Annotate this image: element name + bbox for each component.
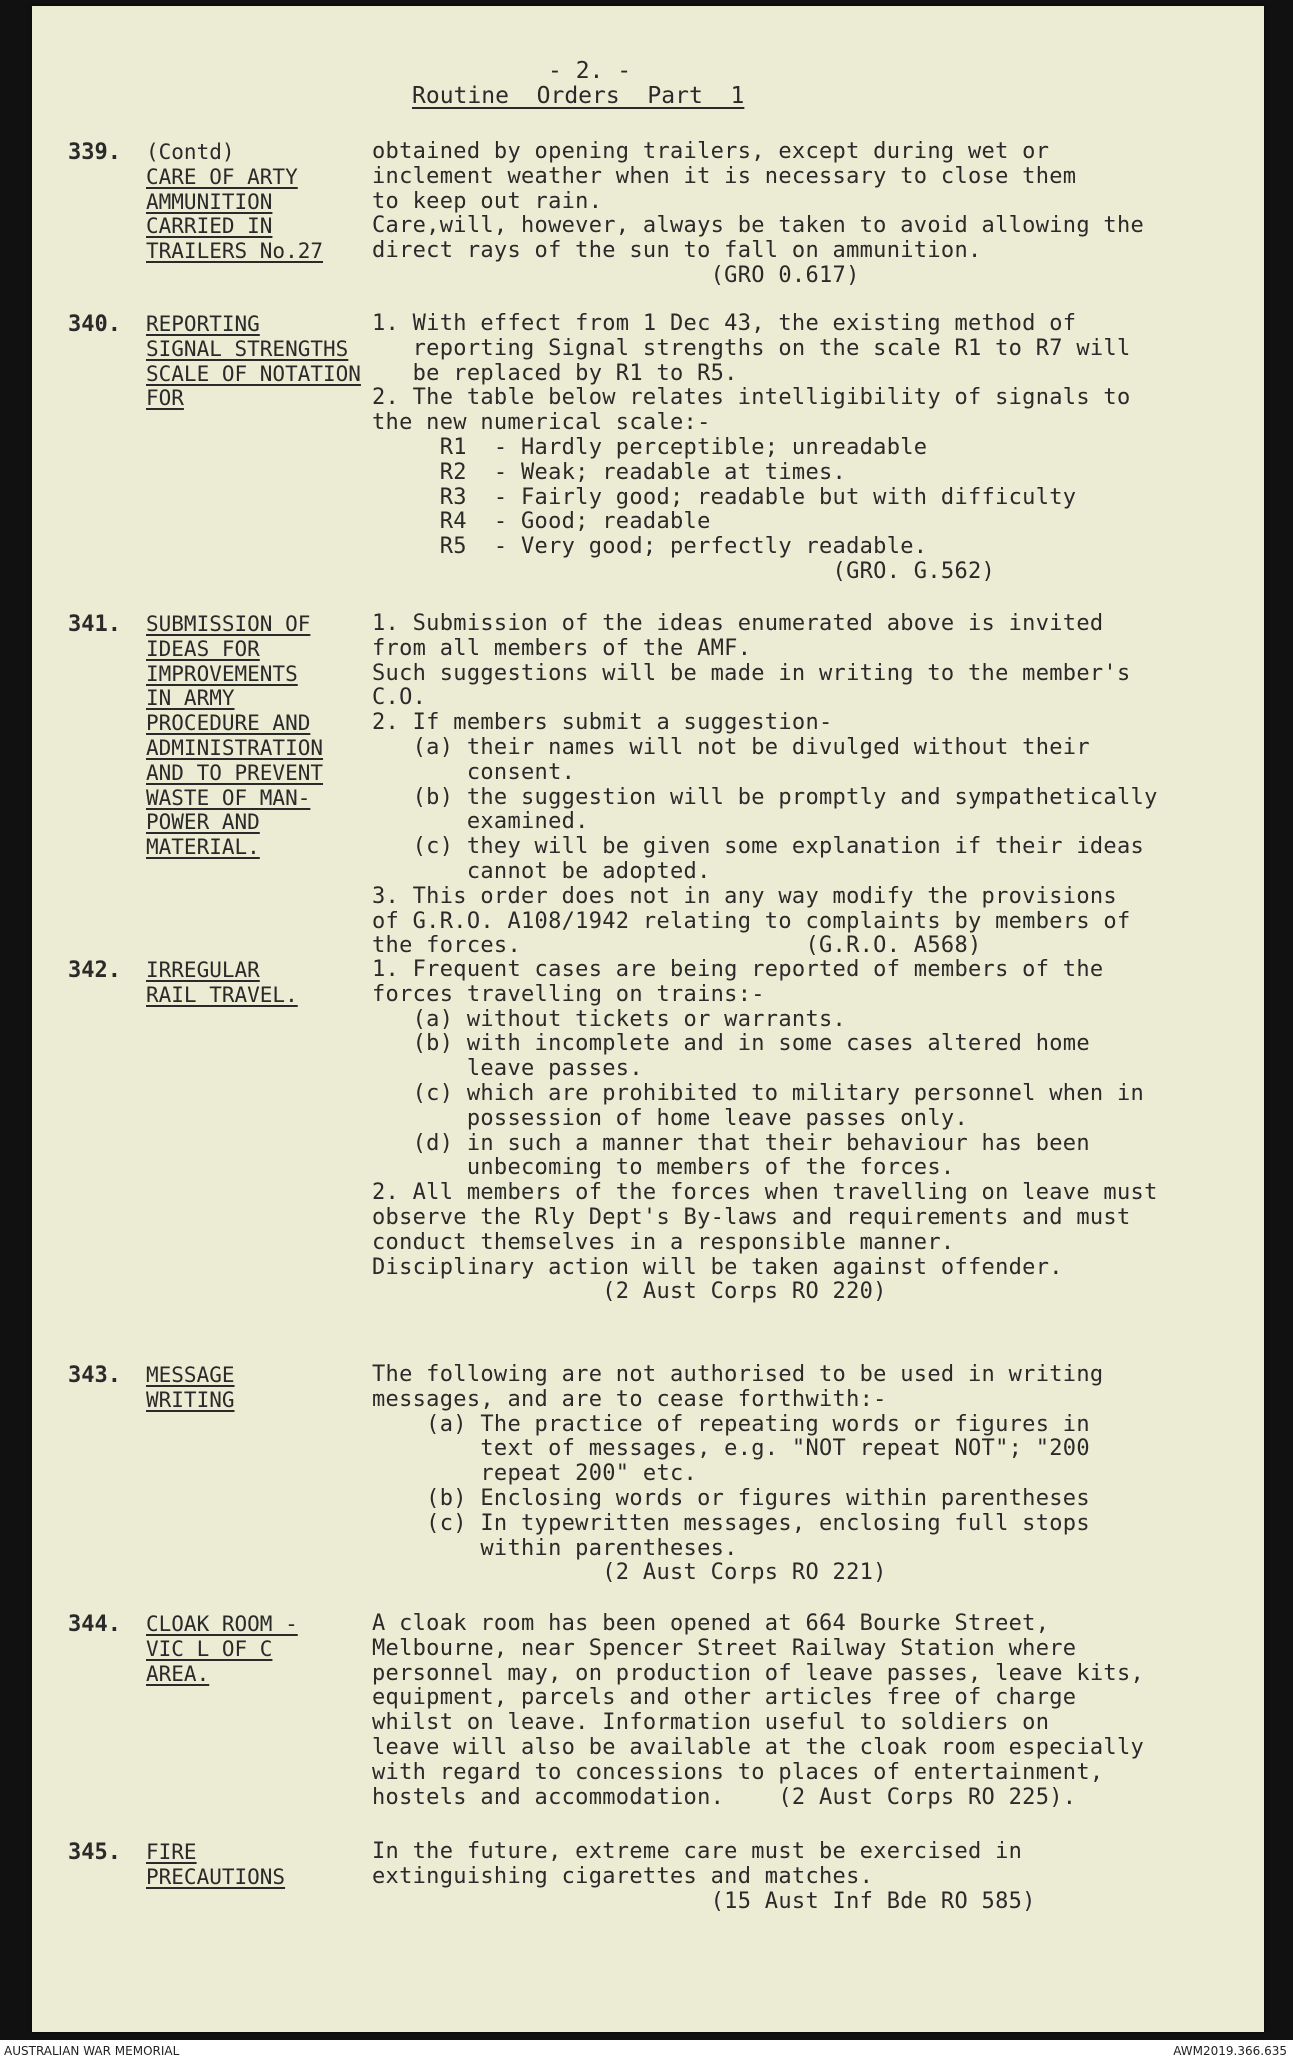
order-text-line: (a) without tickets or warrants. (372, 1006, 847, 1032)
order-text-line: 2. All members of the forces when travelling on leave must (372, 1180, 1158, 1206)
order-subject-line: REPORTING (146, 312, 260, 336)
order-text-line: the new numerical scale:- (372, 410, 711, 436)
order-text-line: from all members of the AMF. (372, 635, 752, 661)
footer-bar (0, 2040, 1293, 2061)
order-text-line: whilst on leave. Information useful to soldiers on (372, 1710, 1050, 1736)
order-text-line: of G.R.O. A108/1942 relating to complaints by members of (372, 908, 1131, 934)
order-text-line: to keep out rain. (372, 188, 603, 214)
order-text-line: In the future, extreme care must be exercised in (372, 1839, 1023, 1864)
order-text-line: R4 - Good; readable (372, 509, 711, 535)
order-number: 343. (68, 1363, 121, 1388)
order-subject-line: FIRE (146, 1840, 197, 1864)
order-text-line: (GRO 0.617) (372, 263, 860, 288)
order-number: 341. (68, 612, 121, 637)
order-text-line: forces travelling on trains:- (372, 981, 765, 1007)
order-subject-line: RAIL TRAVEL. (146, 982, 298, 1007)
order-subject-line: PROCEDURE AND (146, 711, 311, 736)
order-text-line: text of messages, e.g. "NOT repeat NOT"; "200 (372, 1436, 1090, 1462)
order-subject-line: IMPROVEMENTS (146, 661, 298, 686)
order-text-line: Care,will, however, always be taken to avoid allowing the (372, 213, 1145, 239)
order-subject-line: PRECAUTIONS (146, 1864, 286, 1889)
order-text-line: the forces. (G.R.O. A568) (372, 933, 982, 959)
page-number: - 2. - (548, 58, 632, 84)
order-text-line: possession of home leave passes only. (372, 1105, 968, 1131)
order-subject-line: IRREGULAR (146, 958, 260, 982)
order-text-line: 3. This order does not in any way modify the provisions (372, 883, 1117, 909)
order-text-line: (a) their names will not be divulged without their (372, 735, 1090, 760)
order-text-line: leave will also be available at the cloak room especially (372, 1735, 1145, 1760)
footer-credit: AUSTRALIAN WAR MEMORIAL (4, 2044, 180, 2058)
order-text-line: examined. (372, 809, 589, 835)
order-subject-line: CLOAK ROOM - (146, 1612, 298, 1636)
order-text-line: C.O. (372, 685, 427, 711)
order-text-line: reporting Signal strengths on the scale R1 to R7 will (372, 335, 1131, 361)
order-subject-line: TRAILERS No.27 (146, 239, 324, 264)
order-text-line: within parentheses. (372, 1535, 738, 1561)
order-number: 345. (68, 1840, 121, 1865)
order-text-line: conduct themselves in a responsible manner. (372, 1229, 955, 1255)
order-text-line: personnel may, on production of leave passes, leave kits, (372, 1660, 1145, 1686)
order-text-line: R3 - Fairly good; readable but with difficulty (372, 484, 1077, 510)
order-subject-line: FOR (146, 386, 184, 411)
order-subject-line: IN ARMY (146, 686, 235, 711)
order-number: 339. (68, 140, 121, 165)
order-text-line: extinguishing cigarettes and matches. (372, 1863, 874, 1889)
order-subject-line: AREA. (146, 1661, 210, 1686)
order-subject-line: POWER AND (146, 810, 260, 835)
order-text-line: cannot be adopted. (372, 859, 711, 884)
order-subject-line: CARRIED IN (146, 214, 273, 239)
order-text-line: R1 - Hardly perceptible; unreadable (372, 435, 928, 460)
order-text-line: (b) the suggestion will be promptly and sympathetically (372, 784, 1158, 810)
order-text-line: direct rays of the sun to fall on ammunition. (372, 238, 982, 264)
order-subject-line: MESSAGE (146, 1363, 235, 1387)
order-subject-line: IDEAS FOR (146, 636, 260, 661)
order-text-line: messages, and are to cease forthwith:- (372, 1386, 887, 1412)
order-text-line: (15 Aust Inf Bde RO 585) (372, 1888, 1036, 1914)
order-subject-line: (Contd) (146, 140, 235, 164)
order-text-line: repeat 200" etc. (372, 1461, 698, 1487)
order-text-line: 1. Frequent cases are being reported of members of the (372, 957, 1104, 982)
footer-accession-number: AWM2019.366.635 (1173, 2044, 1287, 2058)
order-subject-line: AND TO PREVENT (146, 760, 324, 785)
order-text-line: 2. If members submit a suggestion- (372, 710, 833, 736)
order-text-line: observe the Rly Dept's By-laws and requirements and must (372, 1205, 1131, 1230)
order-text-line: (c) In typewritten messages, enclosing full stops (372, 1510, 1090, 1536)
order-text-line: hostels and accommodation. (2 Aust Corps RO 225). (372, 1784, 1077, 1810)
order-subject-line: VIC L OF C (146, 1636, 273, 1661)
order-text-line: (2 Aust Corps RO 220) (372, 1279, 887, 1305)
order-subject-line: WASTE OF MAN- (146, 785, 311, 810)
order-subject-line: SUBMISSION OF (146, 612, 311, 636)
order-text-line: be replaced by R1 to R5. (372, 360, 738, 386)
order-text-line: Disciplinary action will be taken against offender. (372, 1254, 1063, 1280)
order-text-line: Melbourne, near Spencer Street Railway Station where (372, 1635, 1077, 1661)
order-number: 344. (68, 1612, 121, 1637)
order-text-line: (b) Enclosing words or figures within parentheses (372, 1486, 1090, 1511)
order-text-line: (c) they will be given some explanation if their ideas (372, 834, 1145, 860)
order-text-line: (b) with incomplete and in some cases altered home (372, 1031, 1090, 1057)
order-subject-line: ADMINISTRATION (146, 736, 324, 760)
order-text-line: equipment, parcels and other articles free of charge (372, 1685, 1077, 1711)
order-text-line: consent. (372, 759, 576, 785)
order-subject-line: WRITING (146, 1387, 235, 1412)
document-title: Routine Orders Part 1 (412, 83, 745, 109)
order-text-line: (d) in such a manner that their behaviour has been (372, 1130, 1090, 1156)
order-number: 340. (68, 312, 121, 337)
order-subject-line: SCALE OF NOTATION (146, 361, 361, 386)
order-subject-line: CARE OF ARTY (146, 164, 298, 189)
order-subject-line: SIGNAL STRENGTHS (146, 336, 349, 361)
order-text-line: A cloak room has been opened at 664 Bourke Street, (372, 1611, 1050, 1636)
order-subject-line: MATERIAL. (146, 835, 260, 860)
order-text-line: (c) which are prohibited to military personnel when in (372, 1081, 1145, 1106)
order-text-line: Such suggestions will be made in writing to the member's (372, 660, 1131, 686)
order-text-line: leave passes. (372, 1056, 643, 1082)
order-number: 342. (68, 958, 121, 983)
order-text-line: unbecoming to members of the forces. (372, 1155, 955, 1181)
order-text-line: 2. The table below relates intelligibility of signals to (372, 385, 1131, 411)
order-text-line: 1. Submission of the ideas enumerated above is invited (372, 611, 1104, 636)
order-text-line: (2 Aust Corps RO 221) (372, 1560, 887, 1586)
order-subject-line: AMMUNITION (146, 189, 273, 214)
order-text-line: inclement weather when it is necessary to close them (372, 163, 1077, 189)
order-text-line: obtained by opening trailers, except during wet or (372, 139, 1050, 164)
order-text-line: R5 - Very good; perfectly readable. (372, 534, 928, 560)
order-text-line: with regard to concessions to places of entertainment, (372, 1759, 1104, 1785)
order-text-line: (GRO. G.562) (372, 559, 996, 584)
order-text-line: The following are not authorised to be used in writing (372, 1362, 1104, 1387)
order-text-line: R2 - Weak; readable at times. (372, 459, 847, 485)
order-text-line: 1. With effect from 1 Dec 43, the existing method of (372, 311, 1077, 336)
order-text-line: (a) The practice of repeating words or figures in (372, 1411, 1090, 1437)
